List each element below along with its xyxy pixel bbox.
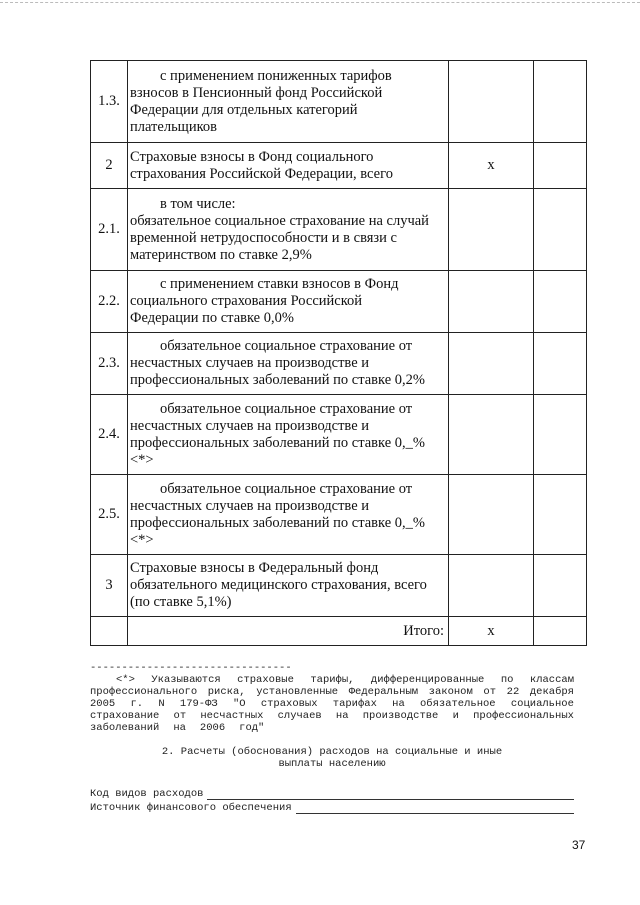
table-body — [91, 61, 587, 646]
description-line: профессиональных заболеваний по ставке 0,2% — [130, 372, 425, 388]
row-value-cell — [449, 395, 534, 475]
description-line: с применением пониженных тарифов — [160, 67, 392, 84]
footnote-word: от — [483, 686, 497, 698]
footnote-word: на — [173, 722, 186, 734]
footnote-word: по — [500, 674, 514, 686]
footnote-word: установленные — [256, 686, 339, 698]
description-line: несчастных случаев на производстве и — [130, 417, 370, 434]
funding-source-field — [90, 802, 574, 814]
description-line: в том числе: — [160, 195, 236, 212]
row-value-cell — [449, 189, 534, 271]
row-empty-cell — [534, 189, 587, 271]
row-number: 2.4. — [91, 395, 128, 475]
footnote-word: обязательное — [420, 698, 496, 710]
footnote-word: N — [158, 698, 165, 710]
total-empty-cell — [534, 617, 587, 646]
total-label: Итого: — [128, 617, 449, 646]
page-top-border — [0, 2, 640, 3]
footnote-word: несчастных — [200, 710, 264, 722]
footnote-word: страховые — [237, 674, 294, 686]
row-number: 3 — [91, 555, 128, 617]
row-description — [128, 271, 449, 333]
table-row — [91, 555, 587, 617]
description-line: плательщиков — [130, 118, 218, 135]
row-empty-cell — [534, 271, 587, 333]
row-number: 2.3. — [91, 333, 128, 395]
footnote-word: 22 — [506, 686, 520, 698]
footnote-word: профессионального — [90, 686, 198, 698]
footnote-word: на — [392, 698, 405, 710]
description-line: Федерации по ставке 0,0% — [130, 310, 294, 326]
footnote-line — [90, 710, 574, 722]
row-number: 1.3. — [91, 61, 128, 143]
table-row — [91, 395, 587, 475]
footnote-line — [90, 722, 574, 734]
footnote-word: от — [173, 710, 187, 722]
footnote-word: риска, — [207, 686, 246, 698]
footnote-word: случаев — [277, 710, 322, 722]
description-line: несчастных случаев на производстве и — [130, 355, 370, 371]
table-row — [91, 475, 587, 555]
footnote-line — [90, 674, 574, 686]
footnote-word: и — [452, 710, 459, 722]
row-description — [128, 61, 449, 143]
row-description — [128, 143, 449, 189]
description-line: Страховые взносы в Федеральный фонд — [130, 560, 379, 576]
row-empty-cell — [534, 475, 587, 555]
description-line: <*> — [130, 531, 154, 548]
row-value-cell — [449, 61, 534, 143]
footnote-word: классам — [529, 674, 574, 686]
description-line: обязательное социальное страхование от — [160, 338, 413, 354]
description-line: страхования Российской Федерации, всего — [130, 165, 393, 182]
total-value-cell: x — [449, 617, 534, 646]
description-line: временной нетрудоспособности и в связи с — [130, 229, 397, 246]
row-empty-cell — [534, 61, 587, 143]
row-description — [128, 333, 449, 395]
description-line: Страховые взносы в Фонд социального — [130, 148, 374, 165]
row-value-cell — [449, 271, 534, 333]
table-row — [91, 189, 587, 271]
description-line: обязательное социальное страхование на случай — [130, 212, 429, 229]
description-line: Федерации для отдельных категорий — [130, 101, 358, 118]
footnote-word: 2005 — [90, 698, 116, 710]
description-line: материнством по ставке 2,9% — [130, 246, 312, 263]
expense-code-label: Код видов расходов — [90, 788, 204, 800]
description-line: обязательное социальное страхование от — [160, 400, 413, 417]
footnote-word: 2006 — [199, 722, 226, 734]
row-number: 2.2. — [91, 271, 128, 333]
footnote-word: страховых — [260, 698, 318, 710]
footnote-text — [90, 674, 574, 734]
footnote-word: год" — [239, 722, 265, 734]
page-number: 37 — [572, 838, 586, 852]
row-value-cell — [449, 555, 534, 617]
funding-source-blank — [296, 803, 574, 814]
funding-source-label: Источник финансового обеспечения — [90, 802, 292, 814]
row-number: 2 — [91, 143, 128, 189]
row-value-cell — [449, 475, 534, 555]
total-num-cell — [91, 617, 128, 646]
footnote-word: тарифах — [332, 698, 377, 710]
table-row — [91, 143, 587, 189]
description-line: обязательного медицинского страхования, всего — [130, 577, 427, 593]
row-number: 2.1. — [91, 189, 128, 271]
table-row — [91, 333, 587, 395]
description-line: социального страхования Российской — [130, 293, 363, 309]
footnote-word: заболеваний — [90, 722, 160, 734]
footnote-word: производстве — [362, 710, 439, 722]
description-line: обязательное социальное страхование от — [160, 480, 413, 497]
row-number: 2.5. — [91, 475, 128, 555]
row-description — [128, 395, 449, 475]
description-line: профессиональных заболеваний по ставке 0,_% — [130, 514, 425, 531]
footnote-word: дифференцированные — [370, 674, 485, 686]
row-value-cell — [449, 333, 534, 395]
expense-code-blank — [207, 789, 574, 800]
description-line: несчастных случаев на производстве и — [130, 497, 370, 514]
footnote-word: законом — [428, 686, 473, 698]
row-description — [128, 555, 449, 617]
row-value-cell: x — [449, 143, 534, 189]
row-description — [128, 475, 449, 555]
row-empty-cell — [534, 555, 587, 617]
footnote — [90, 662, 574, 734]
row-empty-cell — [534, 333, 587, 395]
footnote-word: "О — [232, 698, 246, 710]
footnote-line — [90, 686, 574, 698]
form-fields — [90, 788, 574, 816]
footnote-word: Указываются — [151, 674, 221, 686]
footnote-word: 179-ФЗ — [179, 698, 218, 710]
row-empty-cell — [534, 143, 587, 189]
section-title-line-2: выплаты населению — [278, 758, 386, 770]
footnote-word: профессиональных — [473, 710, 574, 722]
description-line: с применением ставки взносов в Фонд — [160, 276, 399, 292]
footnote-word: <*> — [116, 674, 135, 686]
insurance-contributions-table — [90, 60, 587, 646]
footnote-word: тарифы, — [310, 674, 355, 686]
footnote-word: декабря — [529, 686, 574, 698]
table-row — [91, 61, 587, 143]
footnote-separator: -------------------------------- — [90, 662, 292, 674]
footnote-word: г. — [130, 698, 144, 710]
description-line: (по ставке 5,1%) — [130, 594, 232, 610]
row-description — [128, 189, 449, 271]
row-empty-cell — [534, 395, 587, 475]
footnote-line — [90, 698, 574, 710]
section-title — [90, 746, 574, 770]
footnote-word: страхование — [90, 710, 160, 722]
footnote-word: на — [335, 710, 349, 722]
table-row — [91, 271, 587, 333]
footnote-word: Федеральным — [348, 686, 419, 698]
expense-code-field — [90, 788, 574, 800]
total-row — [91, 617, 587, 646]
description-line: профессиональных заболеваний по ставке 0,_% — [130, 434, 425, 451]
footnote-word: социальное — [510, 698, 574, 710]
section-title-line-1: 2. Расчеты (обоснования) расходов на социальные и иные — [161, 746, 503, 758]
description-line: <*> — [130, 451, 154, 468]
description-line: взносов в Пенсионный фонд Российской — [130, 84, 383, 101]
